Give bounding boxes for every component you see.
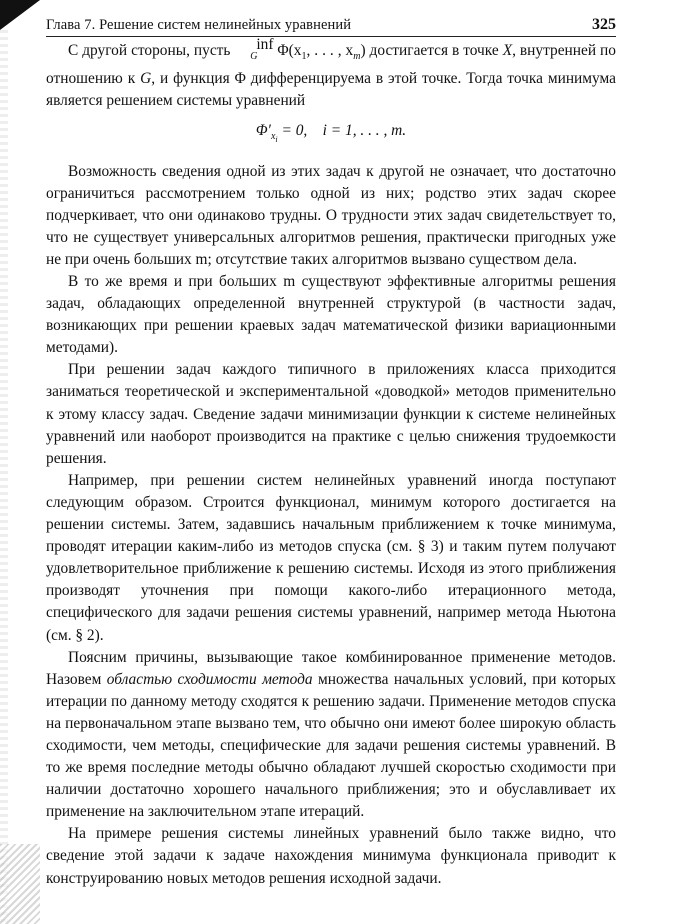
- paragraph-2: В то же время и при больших m существуют эффективные алгоритмы решения задач, обладающих определенной внутренней структурой (в частности задач, возникающих при решении краевых задач математической физики вариационными методами).: [46, 273, 616, 357]
- intro-text-a: С другой стороны, пусть: [68, 42, 235, 59]
- x-sub-m: m: [353, 51, 361, 63]
- intro-text-g: , и функция Φ дифференцируема в этой точке. Тогда точка минимума является решением системы уравнений: [46, 70, 616, 110]
- page-body: [46, 36, 617, 890]
- paragraph-5: [46, 647, 616, 824]
- paragraph-4: Например, при решении систем нелинейных уравнений иногда поступают следующим образом. Строится функционал, минимум которого достигается на решении системы. Затем, задавшись начальным приближением к точке минимума, проводят итерации каким-либо из методов спуска (см. § 3) и таким путем получают удовлетворительное приближение к решению системы. Исходя из этого приближения производят уточнения при помощи какого-либо итерационного метода, специфического для задачи решения системы уравнений, например метода Ньютона (см. § 2).: [46, 471, 616, 644]
- var-x: X: [502, 42, 513, 59]
- p5-term: областью сходимости метода: [106, 670, 313, 688]
- running-header: [46, 14, 616, 37]
- formula-sub-i: i: [275, 135, 278, 145]
- scan-bottom-corner: [0, 844, 40, 924]
- inf-operator: [234, 36, 274, 62]
- chapter-title: Глава 7. Решение систем нелинейных уравнений: [46, 17, 352, 33]
- formula-lhs: Φ′: [255, 122, 271, 140]
- intro-text-e: ) достигается в точке: [360, 42, 503, 59]
- x-sub-1: 1: [301, 51, 307, 63]
- intro-text-f: , внутренней по отношению к: [46, 42, 616, 88]
- intro-paragraph: [46, 36, 616, 112]
- paragraph-1: Возможность сведения одной из этих задач к другой не означает, что достаточно ограничиться рассмотрением только одной из них; родство этих задач скорее подчеркивает, что они одинаково трудны. О трудности этих задач свидетельствует то, что не существует универсальных алгоритмов решения, практически пригодных уже не при очень больших m; отсутствие таких алгоритмов вызвано существом дела.: [46, 162, 616, 268]
- intro-text-c: , . . . , x: [306, 42, 354, 59]
- formula-lhs-sub: [270, 131, 278, 145]
- p5-before: Поясним причины, вызывающие такое комбинированное применение методов. Назовем: [46, 648, 616, 688]
- scan-left-edge: [0, 30, 8, 924]
- scan-corner-mark: [0, 0, 40, 30]
- var-g: G: [140, 70, 152, 88]
- display-formula: [46, 120, 616, 151]
- paragraph-3: При решении задач каждого типичного в приложениях класса приходится заниматься теоретической и экспериментальной «доводкой» методов применительно к этому классу задач. Сведение задачи минимизации функции к системе нелинейных уравнений или наоборот производится на практике с целью снижения трудоемкости решения.: [46, 361, 616, 467]
- formula-sub-x: x: [270, 131, 276, 143]
- phi-open: Φ(x: [273, 42, 302, 59]
- page-number: 325: [592, 16, 616, 33]
- formula-rhs: = 0, i = 1, . . . , m.: [277, 122, 407, 140]
- paragraph-6: На примере решения системы линейных уравнений было также видно, что сведение этой задачи к задаче нахождения минимума функционала приводит к конструированию новых методов решения исходной задачи.: [46, 825, 616, 887]
- p5-after: множества начальных условий, при которых итерации по данному методу сходятся к решению задачи. Применение методов спуска на первоначальном этапе вызвано тем, что обычно они имеют более широкую область сходимости, чем методы, специфические для задачи решения системы уравнений. В то же время последние методы обычно обладают лучшей скоростью сходимости при наличии достаточно хорошего начального приближения; это и обуславливает их применение на заключительном этапе итераций.: [46, 670, 617, 821]
- inf-label: inf: [256, 36, 274, 53]
- inf-subscript: G: [250, 51, 258, 62]
